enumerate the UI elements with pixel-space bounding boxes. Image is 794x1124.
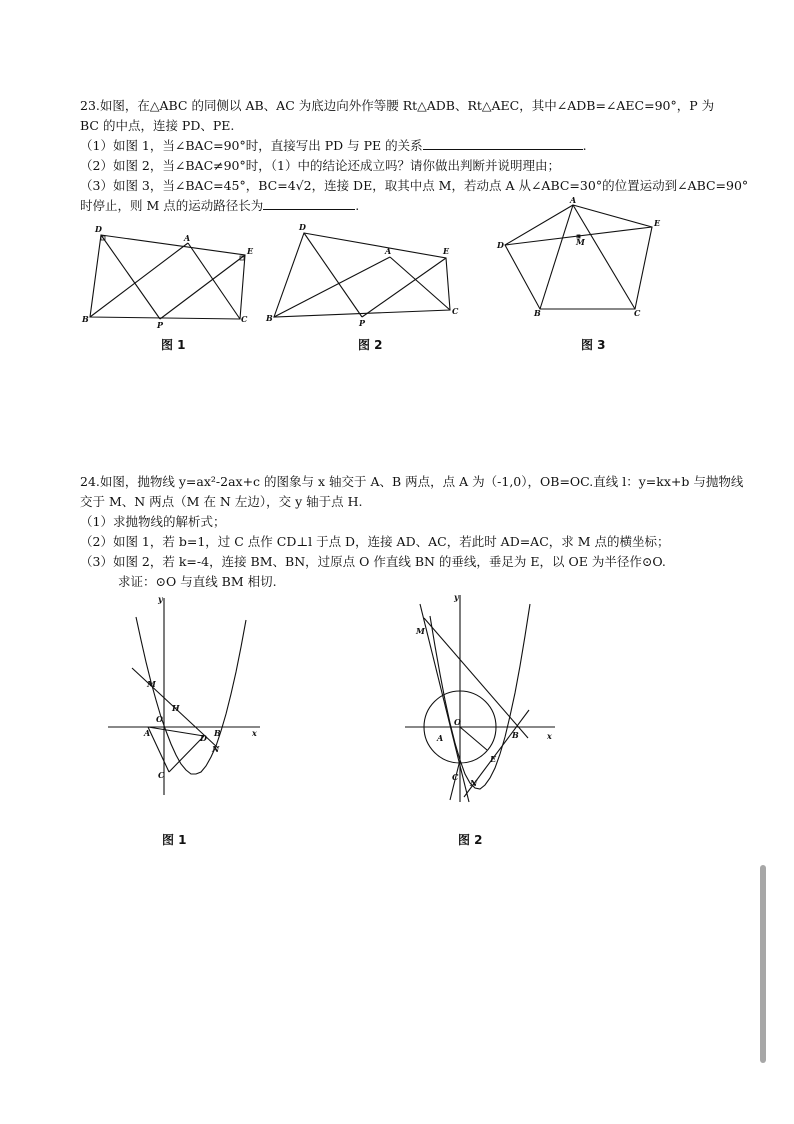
q23-part1-end: . (582, 138, 587, 153)
q24-f2-oe (460, 727, 487, 750)
q23-f2-label-b: B (266, 313, 273, 323)
q24-figure-2 (400, 590, 570, 805)
q23-f1-label-c: C (241, 314, 248, 324)
q24-f1-cd (169, 736, 204, 772)
q23-caption-3: 图 3 (581, 338, 606, 352)
q23-f2-pe (362, 258, 446, 317)
q24-f1-label-o: O (156, 714, 163, 724)
q23-f3-ac (573, 205, 635, 309)
q23-part3-line1: （3）如图 3，当∠BAC=45°，BC=4√2，连接 DE，取其中点 M，若动点 A 从∠ABC=30°的位置运动到∠ABC=90° (80, 178, 749, 193)
q24-caption-1: 图 1 (162, 833, 187, 847)
q23-f2-pd (304, 233, 362, 317)
q23-f1-label-d: D (95, 224, 102, 234)
q23-f2-label-p: P (359, 318, 366, 328)
q24-f1-label-d: D (200, 733, 207, 743)
q23-f1-label-a: A (184, 233, 191, 243)
q23-f2-label-e: E (443, 246, 450, 256)
q24-f1-label-m: M (147, 679, 156, 689)
q23-f1-label-b: B (82, 314, 89, 324)
q23-part1-text: （1）如图 1，当∠BAC=90°时，直接写出 PD 与 PE 的关系 (80, 138, 423, 153)
q24-part1: （1）求抛物线的解析式； (80, 514, 226, 529)
q23-f3-label-b: B (534, 308, 541, 318)
q24-f1-label-n: N (212, 744, 220, 754)
q24-part3: （3）如图 2，若 k=-4，连接 BM、BN，过原点 O 作直线 BN 的垂线，垂足为 E，以 OE 为半径作⊙O. (80, 554, 666, 569)
q24-f1-label-a: A (144, 728, 151, 738)
q23-f2-ab (274, 257, 390, 317)
q24-figure-1 (100, 590, 270, 805)
q23-f2-outline (274, 233, 450, 317)
q23-part3-blank (263, 197, 355, 210)
q23-figure-2 (262, 222, 462, 332)
q23-f3-label-c: C (634, 308, 641, 318)
q23-f3-label-m: M (576, 237, 585, 247)
q23-f2-label-c: C (452, 306, 459, 316)
q23-f3-label-a: A (570, 195, 577, 205)
q24-f2-label-e: E (490, 754, 497, 764)
q23-f2-label-d: D (299, 222, 306, 232)
q24-stem-line1: 24.如图，抛物线 y=ax²-2ax+c 的图象与 x 轴交于 A、B 两点，点 A 为（-1,0），OB=OC.直线 l：y=kx+b 与抛物线 (80, 474, 744, 489)
q23-f2-label-a: A (385, 246, 392, 256)
q24-stem-line2: 交于 M、N 两点（M 在 N 左边），交 y 轴于点 H. (80, 494, 363, 509)
q23-f3-ab (540, 205, 573, 309)
q24-f1-ac (148, 727, 169, 772)
q23-caption-1: 图 1 (161, 338, 186, 352)
q23-f3-outline (505, 205, 652, 309)
q23-f1-label-p: P (157, 320, 164, 330)
q24-f2-line-l (420, 604, 469, 802)
q23-part3-text: 时停止，则 M 点的运动路径长为 (80, 198, 264, 213)
q23-f3-label-e: E (654, 218, 661, 228)
q24-f2-bm (424, 618, 528, 738)
q23-part1 (80, 137, 587, 155)
q24-f2-label-c: C (452, 772, 459, 782)
q23-f1-label-e: E (247, 246, 254, 256)
q23-f1-ac (188, 243, 240, 319)
q24-f2-label-o: O (454, 717, 461, 727)
q24-f1-label-h: H (172, 703, 180, 713)
q24-f1-label-c: C (158, 770, 165, 780)
q24-f1-label-b: B (214, 728, 221, 738)
q24-f1-label-x: x (252, 728, 257, 738)
q24-proof: 求证：⊙O 与直线 BM 相切. (118, 574, 277, 589)
q23-f1-pd (101, 235, 160, 319)
q23-part3-end: . (355, 198, 360, 213)
q23-f3-label-d: D (497, 240, 504, 250)
q23-part2: （2）如图 2，当∠BAC≠90°时，（1）中的结论还成立吗？请你做出判断并说明理由； (80, 158, 560, 173)
q24-f2-label-y: y (454, 592, 459, 602)
q23-part1-blank (423, 137, 583, 150)
q23-stem-line1: 23.如图，在△ABC 的同侧以 AB、AC 为底边向外作等腰 Rt△ADB、Rt△AEC，其中∠ADB=∠AEC=90°，P 为 (80, 98, 715, 113)
q24-f2-label-x: x (547, 731, 552, 741)
q24-caption-2: 图 2 (458, 833, 483, 847)
q24-f2-label-m: M (416, 626, 425, 636)
q23-caption-2: 图 2 (358, 338, 383, 352)
scrollbar-thumb[interactable] (760, 865, 766, 1063)
q24-part2: （2）如图 1，若 b=1，过 C 点作 CD⊥l 于点 D，连接 AD、AC，若此时 AD=AC，求 M 点的横坐标； (80, 534, 670, 549)
q23-figure-1 (78, 222, 258, 332)
q24-f2-label-a: A (437, 733, 444, 743)
q24-f2-label-n: N (470, 778, 478, 788)
q24-f2-label-b: B (512, 730, 519, 740)
q24-f1-label-y: y (158, 594, 163, 604)
q23-f1-ab (90, 243, 188, 317)
q23-f2-ac (390, 257, 450, 310)
q23-part3-line2 (80, 197, 359, 215)
q23-figure-3 (495, 196, 675, 326)
q23-stem-line2: BC 的中点，连接 PD、PE. (80, 118, 235, 133)
q23-f1-outline (90, 235, 245, 319)
q24-f1-ad (148, 727, 204, 736)
q24-f1-parabola (136, 617, 246, 774)
